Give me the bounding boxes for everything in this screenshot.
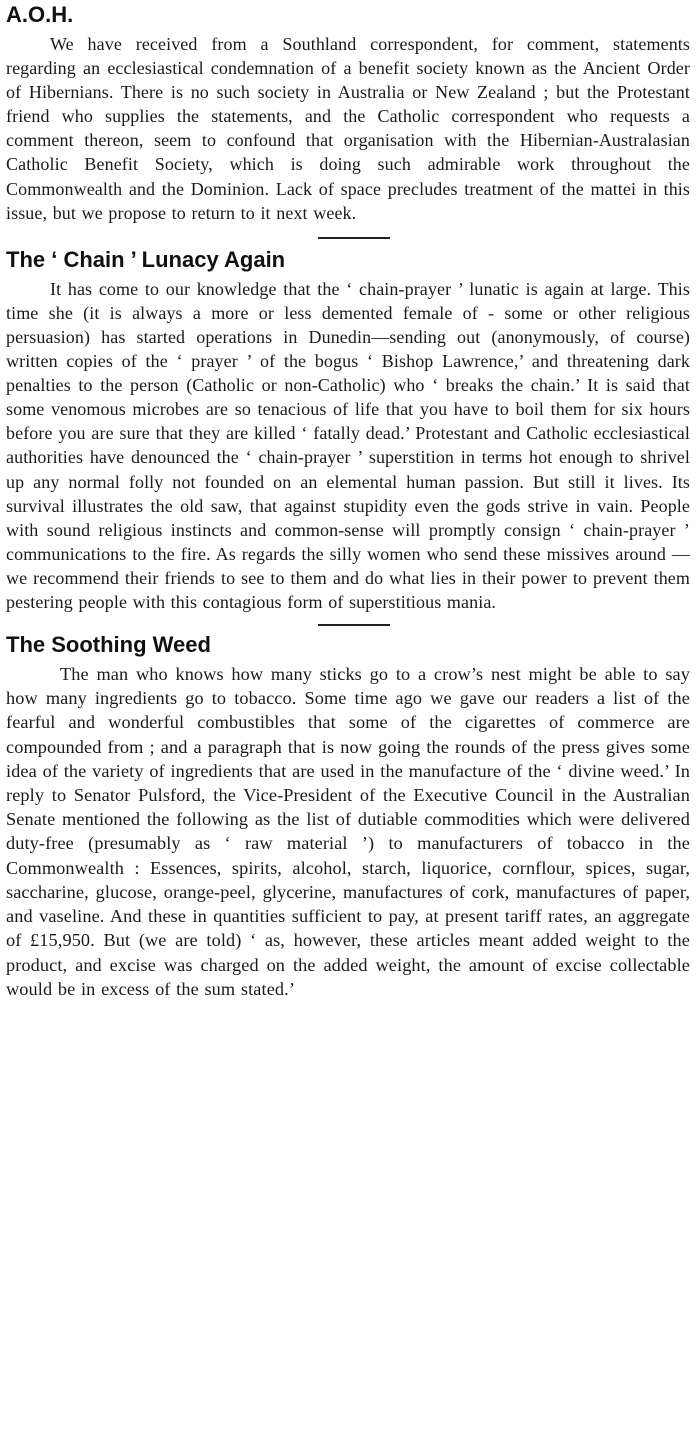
article-body-aoh: We have received from a Southland correspondent, for comment, statements regarding an ecclesiastical condemnation of a benefit society known as the Ancient Order of Hibernians. There is no such society in Australia or New Zealand ; but the Protestant friend who supplies the statements, and the Catholic correspondent who requests a comment thereon, seem to confound that organisation with the Hibernian-Australasian Catholic Benefit Society, which is doing such admirable work throughout the Commonwealth and the Dominion. Lack of space precludes treatment of the mattei in this issue, but we propose to return to it next week. (6, 34, 690, 223)
article-body-soothing-weed: The man who knows how many sticks go to a crow’s nest might be able to say how many ingredients go to tobacco. Some time ago we gave our readers a list of the fearful and wonderful combustibles that some of the cigarettes of commerce are compounded from ; and a paragraph that is now going the rounds of the press gives some idea of the variety of ingredients that are used in the manufacture of the ‘ divine weed.’ In reply to Senator Pulsford, the Vice-President of the Executive Council in the Australian Senate mentioned the following as the list of dutiable commodities which were delivered duty-free (presumably as ‘ raw material ’) to manufacturers of tobacco in the Commonwealth : Essences, spirits, alcohol, starch, liquorice, cornflour, spices, sugar, saccharine, glucose, orange-peel, glycerine, manufactures of cork, manufactures of paper, and vaseline. And these in quantities sufficient to pay, at present tariff rates, an aggregate of £15,950. But (we are told) ‘ as, however, these articles meant added weight to the product, and excise was charged on the added weight, the amount of excise collectable would be in excess of the sum stated.’ (6, 664, 690, 999)
section-divider (318, 237, 390, 239)
article-soothing-weed (6, 632, 690, 1001)
article-title-aoh: A.O.H. (6, 2, 74, 27)
article-aoh (6, 0, 690, 225)
section-divider (318, 624, 390, 626)
article-title-chain-lunacy: The ‘ Chain ’ Lunacy Again (6, 246, 286, 272)
article-chain-lunacy (6, 247, 690, 614)
article-title-soothing-weed: The Soothing Weed (6, 632, 211, 658)
article-body-chain-lunacy: It has come to our knowledge that the ‘ chain-prayer ’ lunatic is again at large. This time she (it is always a more or less demented female of - some or other religious persuasion) has started operations in Dunedin—sending out (anonymously, of course) written copies of the ‘ prayer ’ of the bogus ‘ Bishop Lawrence,’ and threatening dark penalties to the person (Catholic or non-Catholic) who ‘ breaks the chain.’ It is said that some venomous microbes are so tenacious of life that you have to boil them for six hours before you are sure that they are killed ‘ fatally dead.’ Protestant and Catholic ecclesiastical authorities have denounced the ‘ chain-prayer ’ superstition in terms hot enough to shrivel up any normal folly not founded on an elemental human passion. But still it lives. Its survival illustrates the old saw, that against stupidity even the gods strive in vain. People with sound religious instincts and common-sense will promptly consign ‘ chain-prayer ’ communications to the fire. As regards the silly women who send these missives around —we recommend their friends to see to them and do what lies in their power to prevent them pestering people with this contagious form of superstitious mania. (6, 278, 690, 612)
